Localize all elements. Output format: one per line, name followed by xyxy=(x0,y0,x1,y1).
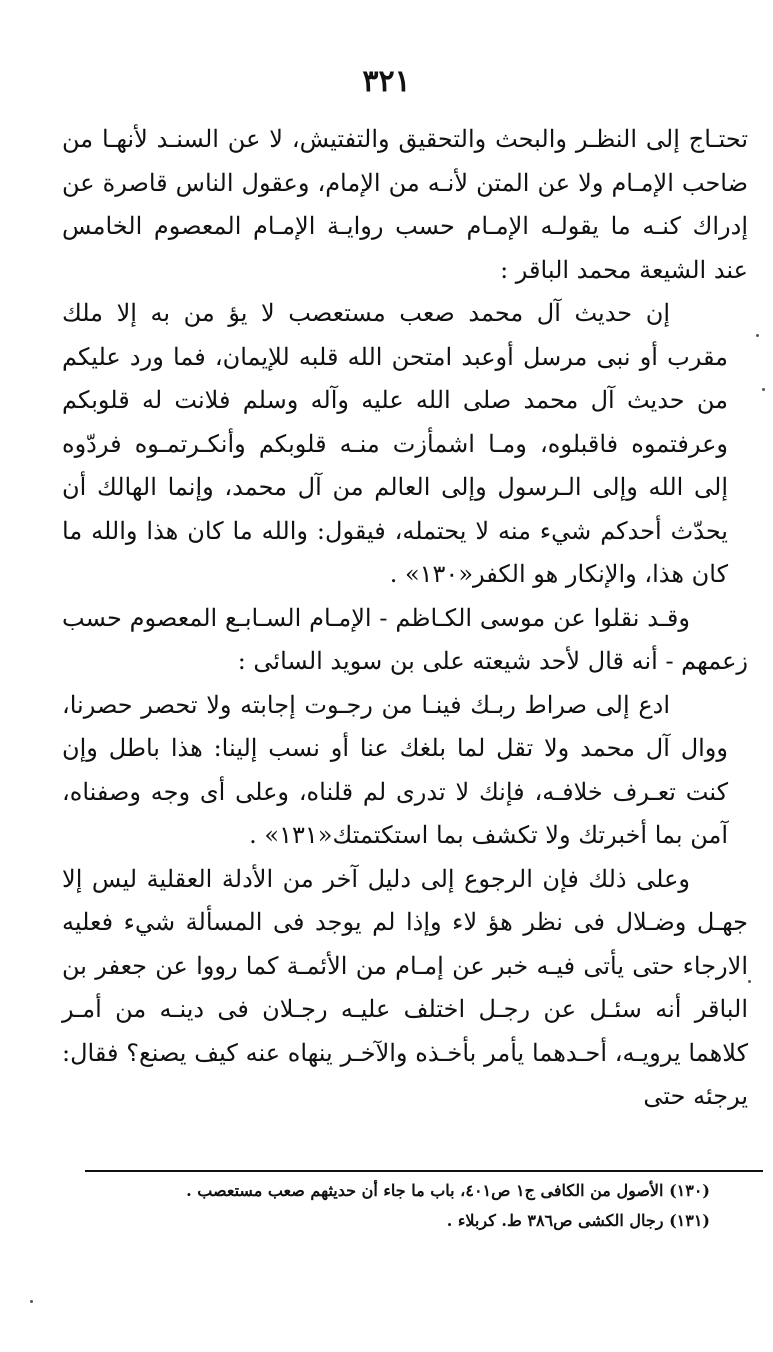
scan-speck xyxy=(30,1300,33,1303)
body-text xyxy=(62,118,748,1119)
paragraph-quote-baqir: إن حديث آل محمد صعب مستعصب لا يؤ من به إلا ملك مقرب أو نبى مرسل أوعبد امتحن الله قلبه للإيمان، فما ورد عليكم من حديث آل محمد صلى الله عليه وآله وسلم فلانت له قلوبكم وعرفتموه فاقبلوه، ومـا اشمأزت منـه قلوبكم وأنكـرتمـوه فردّوه إلى الله وإلى الـرسول وإلى العالم من آل محمد، وإنما الهالك أن يحدّث أحدكم شيء منه لا يحتمله، فيقول: والله ما كان هذا والله ما كان هذا، والإنكار هو الكفر«١٣٠» . xyxy=(62,299,728,588)
footnote-130: (١٣٠) الأصول من الكافى ج١ ص٤٠١، باب ما جاء أن حديثهم صعب مستعصب . xyxy=(186,1181,710,1200)
footnote-divider xyxy=(85,1170,763,1172)
paragraph-quote-kazim: ادع إلى صراط ربـك فينـا من رجـوت إجابته ولا تحصر حصرنا، ووال آل محمد ولا تقل لما بلغك عنا أو نسب إلينا: هذا باطل وإن كنت تعـرف خلافـه، فإنك لا تدرى لم قلناه، وعلى أى وجه وصفناه، آمن بما أخبرتك ولا تكشف بما استكتمتك«١٣١» . xyxy=(62,690,728,849)
paragraph-kazim-intro: وقـد نقلوا عن موسى الكـاظم - الإمـام السـابـع المعصوم حسب زعمهم - أنه قال لأحد شيعته على بن سويد السائى : xyxy=(62,603,748,675)
scan-speck xyxy=(762,388,765,391)
scan-speck xyxy=(748,980,751,983)
footnotes xyxy=(110,1176,710,1236)
scan-speck xyxy=(756,334,759,337)
page-number: ٣٢١ xyxy=(362,64,411,99)
paragraph-intro: تحتـاج إلى النظـر والبحث والتحقيق والتفتيش، لا عن السنـد لأنهـا من ضاحب الإمـام ولا عن المتن لأنـه من الإمام، وعقول الناس قاصرة عن إدراك كنـه ما يقولـه الإمـام حسب روايـة الإمـام المعصوم الخامس عند الشيعة محمد الباقر : xyxy=(62,125,748,284)
footnote-131: (١٣١) رجال الكشى ص٣٨٦ ط. كربلاء . xyxy=(446,1211,710,1230)
paragraph-conclusion: وعلى ذلك فإن الرجوع إلى دليل آخر من الأدلة العقلية ليس إلا جهـل وضـلال فى نظر هؤ لاء وإذا لم يوجد فى المسألة شيء فعليه الارجاء حتى يأتى فيـه خبر عن إمـام من الأئمـة كما رووا عن جعفر بن الباقر أنه سئـل عن رجـل اختلف عليـه رجـلان فى دينـه من أمـر كلاهما يرويـه، أحـدهما يأمر بأخـذه والآخـر ينهاه عنه كيف يصنع؟ فقال: يرجئه حتى xyxy=(62,864,748,1110)
